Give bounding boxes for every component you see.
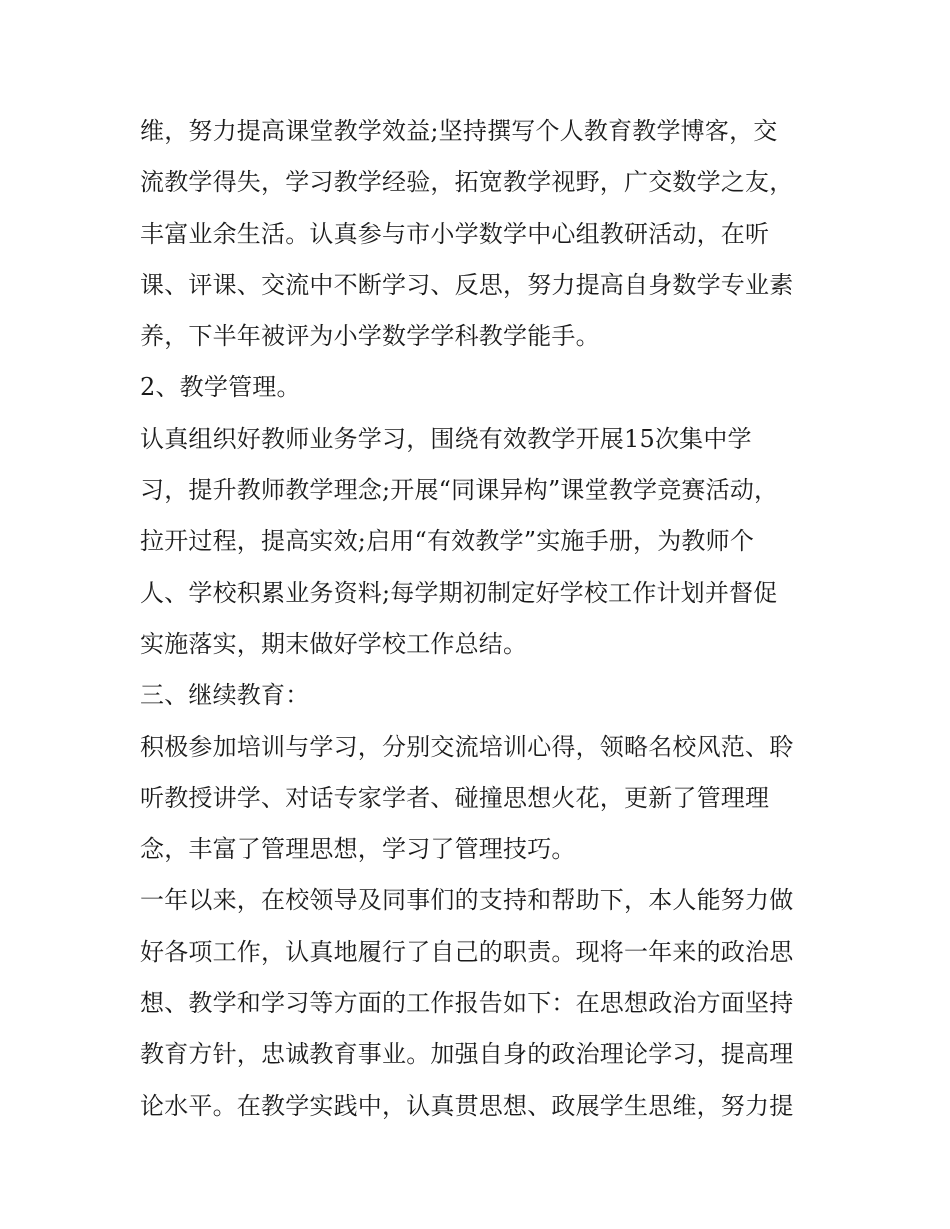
text-line: 养，下半年被评为小学数学学科教学能手。 bbox=[140, 322, 600, 351]
text-line: 好各项工作，认真地履行了自己的职责。现将一年来的政治思 bbox=[140, 937, 794, 966]
text-line: 教育方针，忠诚教育事业。加强自身的政治理论学习，提高理 bbox=[140, 1040, 794, 1069]
text-line: 想、教学和学习等方面的工作报告如下：在思想政治方面坚持 bbox=[140, 989, 794, 1018]
text-line: 习，提升教师教学理念;开展“同课异构”课堂教学竞赛活动， bbox=[140, 476, 779, 505]
text-line: 维，努力提高课堂教学效益;坚持撰写个人教育教学博客，交 bbox=[140, 117, 778, 145]
text-line: 听教授讲学、对话专家学者、碰撞思想火花，更新了管理理 bbox=[140, 783, 770, 812]
text-line: 念，丰富了管理思想，学习了管理技巧。 bbox=[140, 835, 576, 864]
section-heading-continuing-education: 三、继续教育： bbox=[140, 681, 310, 710]
text-line: 论水平。在教学实践中，认真贯思想、政展学生思维，努力提 bbox=[140, 1091, 794, 1120]
document-body bbox=[140, 106, 820, 1132]
text-line: 丰富业余生活。认真参与市小学数学中心组教研活动，在听 bbox=[140, 219, 770, 248]
section-heading-teaching-management: 2、教学管理。 bbox=[140, 373, 301, 402]
text-line: 积极参加培训与学习，分别交流培训心得，领略名校风范、聆 bbox=[140, 732, 794, 761]
text-line: 一年以来，在校领导及同事们的支持和帮助下，本人能努力做 bbox=[140, 886, 794, 915]
text-line: 实施落实，期末做好学校工作总结。 bbox=[140, 629, 528, 658]
text-line: 人、学校积累业务资料;每学期初制定好学校工作计划并督促 bbox=[140, 578, 778, 607]
text-line: 认真组织好教师业务学习，围绕有效教学开展15次集中学 bbox=[140, 424, 752, 453]
text-line: 拉开过程，提高实效;启用“有效教学”实施手册，为教师个 bbox=[140, 527, 755, 556]
text-line: 流教学得失，学习教学经验，拓宽教学视野，广交数学之友， bbox=[140, 168, 794, 197]
text-line: 课、评课、交流中不断学习、反思，努力提高自身数学专业素 bbox=[140, 270, 794, 299]
